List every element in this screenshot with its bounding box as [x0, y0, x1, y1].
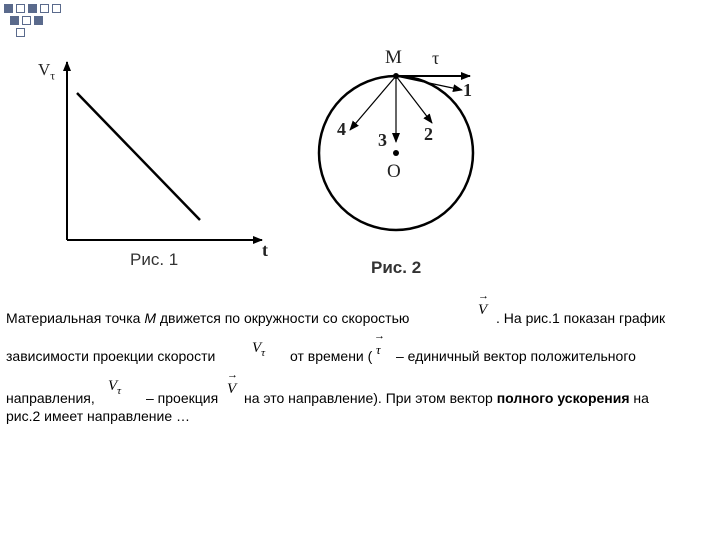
fig1-caption: Рис. 1: [130, 250, 179, 269]
text-segment: на: [629, 390, 649, 406]
vector-v-1: V: [478, 302, 488, 318]
fig1-x-label: t: [262, 240, 268, 260]
text-segment: Материальная точка: [6, 310, 145, 326]
problem-line-1b: [496, 310, 665, 326]
fig1-graph: [67, 62, 262, 240]
text-point-m: M: [144, 310, 156, 326]
problem-line-3: [6, 390, 95, 406]
fig2-center-label: O: [387, 161, 401, 182]
text-segment: зависимости проекции скорости: [6, 348, 216, 364]
text-segment: . На рис.1 показан график: [496, 310, 666, 326]
problem-line-3c: [244, 390, 649, 406]
fig2-point-label: M: [385, 47, 402, 68]
problem-line-3b: [146, 390, 218, 406]
fig1-y-label-sub: τ: [50, 68, 56, 83]
text-segment: направления,: [6, 390, 95, 406]
vt-main: V: [108, 378, 118, 394]
text-segment: – единичный вектор положительного: [396, 348, 636, 364]
text-bold: полного ускорения: [496, 390, 630, 406]
problem-line-1: [6, 310, 409, 326]
problem-line-2b: [290, 348, 372, 364]
fig1-y-label: [38, 60, 55, 83]
vt-symbol-1: [252, 340, 265, 359]
problem-line-4: рис.2 имеет направление …: [6, 408, 190, 424]
vt-symbol-2: [108, 378, 121, 397]
text-segment: – проекция: [146, 390, 219, 406]
vector-arrow-mark: →: [374, 330, 385, 342]
vector-v-2: V: [227, 381, 237, 397]
vt-main: V: [252, 340, 262, 356]
tau-symbol: τ: [376, 342, 381, 357]
text-segment: на это направление). При этом вектор: [244, 390, 497, 406]
fig2-label-2: 2: [424, 124, 433, 144]
fig1-velocity-line: [77, 93, 200, 220]
fig1-y-label-main: V: [38, 60, 51, 79]
fig2-arrow-1: [396, 76, 462, 90]
vt-sub: τ: [117, 385, 122, 397]
fig2-label-4: 4: [337, 119, 346, 139]
problem-line-2c: [396, 348, 636, 364]
fig2-label-1: 1: [463, 80, 472, 100]
fig2-tau-label: τ: [432, 48, 440, 68]
text-segment: движется по окружности со скоростью: [156, 310, 410, 326]
vector-arrow-mark: →: [478, 290, 489, 302]
fig2-arrow-4: [350, 76, 396, 130]
vector-arrow-mark: →: [227, 369, 238, 381]
text-segment: от времени (: [290, 348, 373, 364]
vt-sub: τ: [261, 347, 266, 359]
fig2-center-dot: [393, 150, 399, 156]
problem-line-2: [6, 348, 215, 364]
fig2-caption: Рис. 2: [371, 258, 422, 277]
fig2-diagram: [319, 73, 473, 230]
fig2-label-3: 3: [378, 130, 387, 150]
